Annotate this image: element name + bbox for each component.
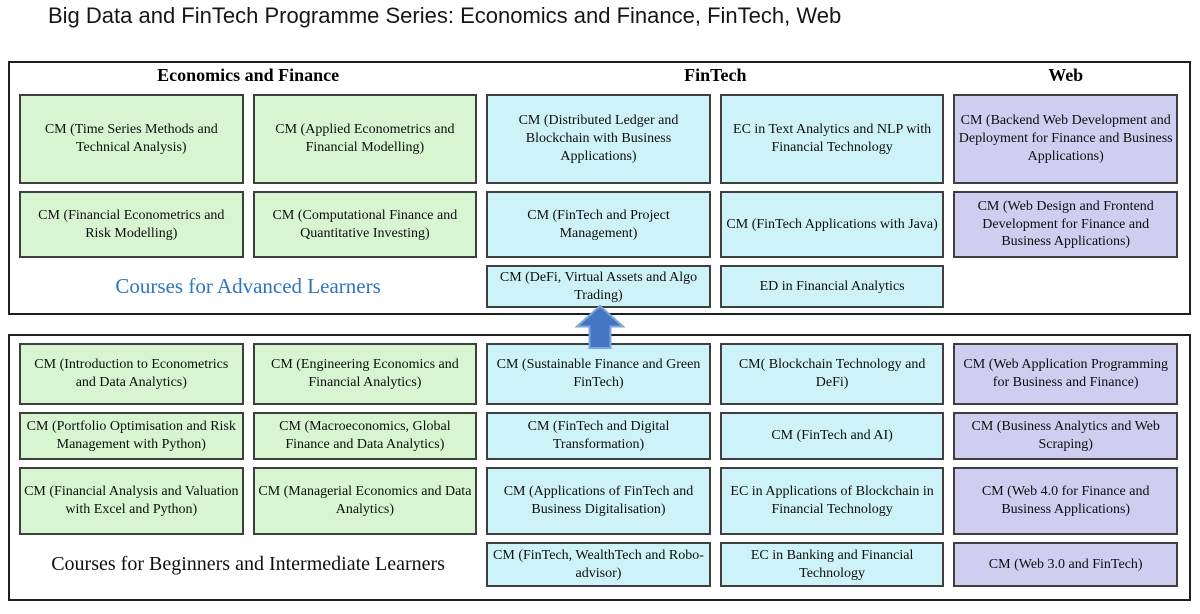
- course-cell: CM (Distributed Ledger and Blockchain with Business Applications): [486, 94, 711, 184]
- arrow-up-icon: [575, 305, 625, 349]
- advanced-learners-label: Courses for Advanced Learners: [115, 274, 381, 298]
- course-cell: CM (Time Series Methods and Technical Analysis): [19, 94, 244, 184]
- course-cell: CM (Web Application Programming for Business and Finance): [953, 343, 1178, 405]
- course-cell: CM (Sustainable Finance and Green FinTech): [486, 343, 711, 405]
- course-cell: EC in Banking and Financial Technology: [720, 542, 945, 587]
- course-cell: CM (FinTech and AI): [720, 412, 945, 460]
- course-cell: CM (Applications of FinTech and Business Digitalisation): [486, 467, 711, 535]
- course-cell: CM (FinTech and Digital Transformation): [486, 412, 711, 460]
- course-cell: CM (Backend Web Development and Deployment for Finance and Business Applications): [953, 94, 1178, 184]
- course-cell: ED in Financial Analytics: [720, 265, 945, 308]
- column-header-fintech: FinTech: [684, 64, 747, 85]
- course-cell: CM( Blockchain Technology and DeFi): [720, 343, 945, 405]
- course-cell: CM (Managerial Economics and Data Analytics): [253, 467, 478, 535]
- course-cell: CM (Financial Econometrics and Risk Modelling): [19, 191, 244, 258]
- beginners-learners-label: Courses for Beginners and Intermediate Learners: [51, 553, 445, 575]
- course-cell: CM (FinTech and Project Management): [486, 191, 711, 258]
- course-cell: CM (DeFi, Virtual Assets and Algo Trading): [486, 265, 711, 308]
- column-header-web: Web: [1048, 64, 1084, 85]
- course-cell: CM (Web Design and Frontend Development for Finance and Business Applications): [953, 191, 1178, 258]
- course-cell: CM (Engineering Economics and Financial Analytics): [253, 343, 478, 405]
- course-cell: EC in Text Analytics and NLP with Financial Technology: [720, 94, 945, 184]
- course-cell: CM (Web 3.0 and FinTech): [953, 542, 1178, 587]
- course-cell: CM (Business Analytics and Web Scraping): [953, 412, 1178, 460]
- advanced-courses-panel: [8, 61, 1191, 315]
- course-cell: CM (Web 4.0 for Finance and Business Applications): [953, 467, 1178, 535]
- course-cell: EC in Applications of Blockchain in Financial Technology: [720, 467, 945, 535]
- course-cell: CM (Financial Analysis and Valuation with Excel and Python): [19, 467, 244, 535]
- course-cell: CM (FinTech Applications with Java): [720, 191, 945, 258]
- course-cell: CM (Portfolio Optimisation and Risk Management with Python): [19, 412, 244, 460]
- column-header-economics-and-finance: Economics and Finance: [157, 64, 340, 85]
- course-cell: CM (Macroeconomics, Global Finance and Data Analytics): [253, 412, 478, 460]
- beginner-courses-panel: [8, 334, 1191, 601]
- course-cell: CM (FinTech, WealthTech and Robo-advisor): [486, 542, 711, 587]
- page-title: Big Data and FinTech Programme Series: Economics and Finance, FinTech, Web: [48, 3, 842, 28]
- course-cell: CM (Introduction to Econometrics and Data Analytics): [19, 343, 244, 405]
- course-cell: CM (Computational Finance and Quantitative Investing): [253, 191, 478, 258]
- course-cell: CM (Applied Econometrics and Financial Modelling): [253, 94, 478, 184]
